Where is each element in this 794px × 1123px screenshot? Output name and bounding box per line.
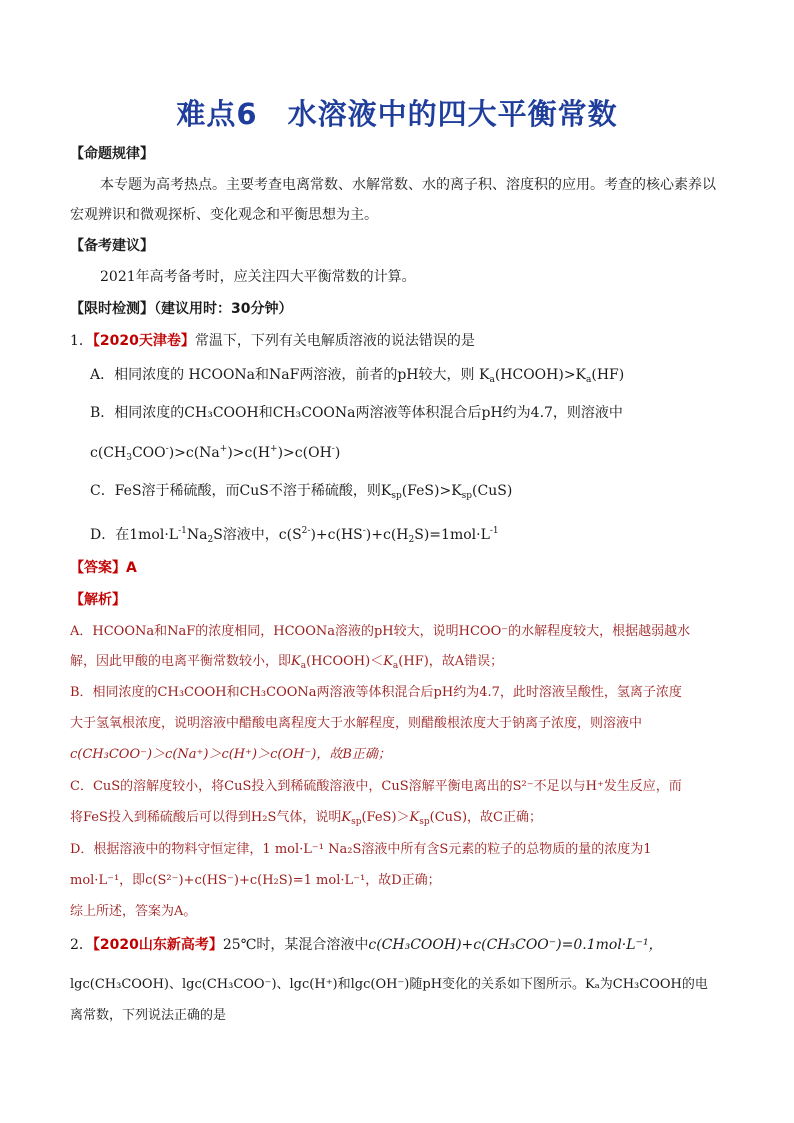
question-1-option-c: C．FeS溶于稀硫酸，而CuS不溶于稀硫酸，则$K_{sp}(FeS)>K_{sp}(CuS)$ — [90, 483, 513, 501]
question-1-option-a: A．相同浓度的 HCOONa和NaF两溶液，前者的pH较大，则 $K_a(HCOOH)>K_a(HF)$ — [90, 367, 625, 385]
analysis-a-line-1: A．HCOONa和NaF的浓度相同，HCOONa溶液的pH较大，说明HCOO⁻的水解程度较大，根据越弱越水 — [70, 624, 691, 639]
advice-paragraph: 2021年高考备考时，应关注四大平衡常数的计算。 — [100, 269, 416, 285]
analysis-summary: 综上所述，答案为A。 — [70, 904, 197, 919]
question-2-number: 2． — [70, 937, 93, 953]
analysis-b-line-1: B．相同浓度的CH₃COOH和CH₃COONa两溶液等体积混合后pH约为4.7，此时溶液呈酸性，氢离子浓度 — [70, 685, 682, 700]
analysis-d-line-1: D．根据溶液中的物料守恒定律，1 mol·L⁻¹ Na₂S溶液中所有含S元素的粒子的总物质的量的浓度为1 — [70, 842, 652, 857]
section-rule-heading: 【命题规律】 — [70, 146, 154, 162]
question-1-text: 常温下，下列有关电解质溶液的说法错误的是 — [194, 333, 475, 349]
question-1-option-b-line-2: $c(CH_3COO^-)>c(Na^+)>c(H^+)>c(OH^-)$ — [90, 444, 341, 463]
question-1-number: 1． — [70, 333, 93, 349]
analysis-c-line-2: 将FeS投入到稀硫酸后可以得到H₂S气体，说明$K_{sp}(FeS)>K_{sp}(CuS)$，故C正确； — [70, 810, 542, 827]
analysis-b-line-2: 大于氢氧根浓度，说明溶液中醋酸电离程度大于水解程度，则醋酸根浓度大于钠离子浓度，则溶液中 — [70, 716, 643, 731]
section-test-heading: 【限时检测】（建议用时：30分钟） — [70, 301, 293, 317]
analysis-c-line-1: C．CuS的溶解度较小，将CuS投入到稀硫酸溶液中，CuS溶解平衡电离出的S²⁻不足以与H⁺发生反应，而 — [70, 779, 682, 794]
rule-paragraph-line-1: 本专题为高考热点。主要考查电离常数、水解常数、水的离子积、溶度积的应用。考查的核心素养以 — [100, 177, 716, 193]
question-1-stem — [70, 332, 730, 350]
question-2-line-1: 2．【2020山东新高考】25℃时，某混合溶液中c(CH₃COOH)+c(CH₃COO⁻)=0.1mol·L⁻¹， — [70, 937, 663, 953]
rule-paragraph-line-2: 宏观辨识和微观探析、变化观念和平衡思想为主。 — [70, 207, 378, 223]
analysis-heading: 【解析】 — [70, 592, 126, 608]
section-advice-heading: 【备考建议】 — [70, 238, 154, 254]
analysis-b-line-3: c(CH₃COO⁻)＞c(Na⁺)＞c(H⁺)＞c(OH⁻)，故B正确； — [70, 747, 391, 762]
analysis-d-line-2: mol·L⁻¹，即c(S²⁻)+c(HS⁻)+c(H₂S)=1 mol·L⁻¹，故D正确； — [70, 873, 441, 888]
question-2-line-3: 离常数，下列说法正确的是 — [70, 1008, 227, 1023]
question-1-option-b-line-1: B．相同浓度的CH₃COOH和CH₃COONa两溶液等体积混合后pH约为4.7，则溶液中 — [90, 405, 623, 421]
question-1-option-d: D．在$1mol\cdot L^{-1}Na_2S$溶液中，$c(S^{2-})+c(HS^-)+c(H_2S)=1mol\cdot L^{-1}$ — [90, 526, 499, 545]
analysis-a-line-2: 解，因此甲酸的电离平衡常数较小，即$K_a(HCOOH)<K_a(HF)$，故A错误； — [70, 654, 504, 671]
page-title: 难点6 水溶液中的四大平衡常数 — [176, 97, 618, 131]
question-1-source-tag: 【2020天津卷】 — [92, 333, 195, 349]
question-2-line-2: lgc(CH₃COOH)、lgc(CH₃COO⁻)、lgc(H⁺)和lgc(OH⁻)随pH变化的关系如下图所示。Kₐ为CH₃COOH的电 — [70, 977, 708, 992]
answer-label: 【答案】A — [70, 560, 137, 576]
question-2-source-tag: 【2020山东新高考】 — [92, 937, 223, 953]
